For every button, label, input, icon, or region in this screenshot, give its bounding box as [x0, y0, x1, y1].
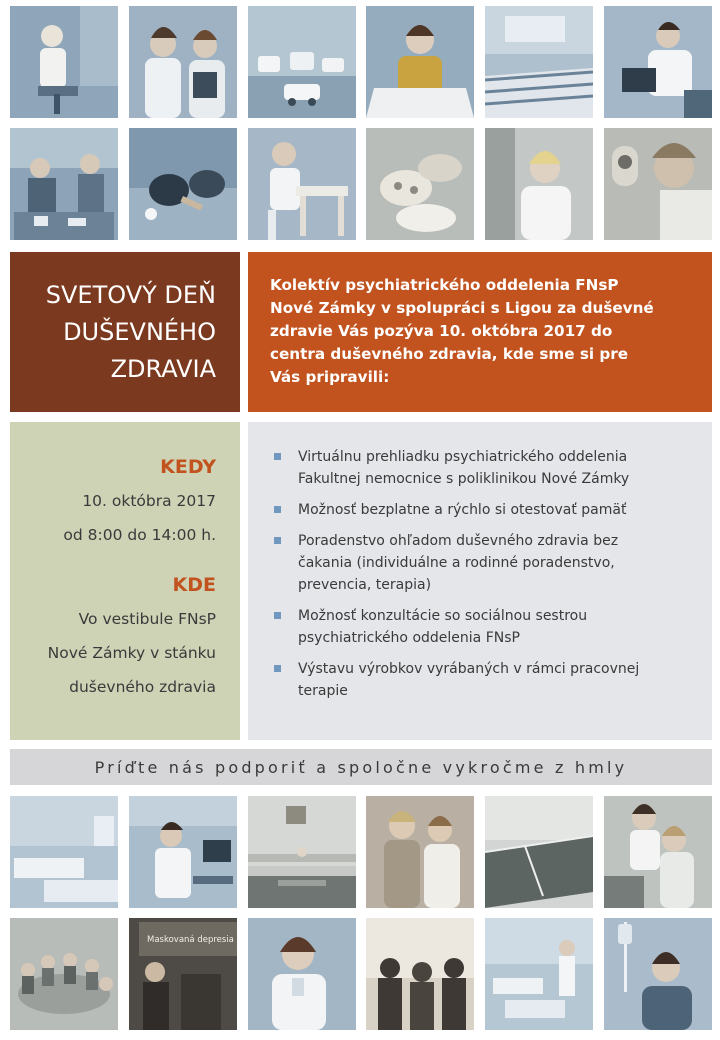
square-bullet-icon [274, 537, 281, 544]
photo-doctor-reading [604, 6, 712, 118]
where-line-1: Vo vestibule FNsP [78, 610, 216, 628]
where-line-2: Nové Zámky v stánku [47, 644, 216, 662]
photo-group-therapy [10, 918, 118, 1030]
program-item-line: Virtuálnu prehliadku psychiatrického oddelenia [298, 449, 628, 465]
photo-test-device [604, 128, 712, 240]
where-heading: KDE [172, 574, 216, 596]
event-date: 10. októbra 2017 [82, 492, 216, 510]
square-bullet-icon [274, 453, 281, 460]
invitation-text-box [248, 252, 712, 412]
event-time: od 8:00 do 14:00 h. [63, 526, 216, 544]
event-title-box [10, 252, 240, 412]
photo-doctor-chair [248, 128, 356, 240]
photo-toy-cars [248, 6, 356, 118]
square-bullet-icon [274, 665, 281, 672]
program-list-box [248, 422, 712, 740]
photo-row-top-2 [10, 128, 712, 240]
program-item-social-nurse [272, 605, 696, 649]
program-list [272, 446, 696, 702]
program-item-line: Výstavu výrobkov vyrábaných v rámci pracovnej [298, 661, 640, 677]
slide-sign-text: Maskovaná depresia [146, 935, 234, 945]
photo-nurses-patient [604, 796, 712, 908]
photo-doctor-seated [10, 6, 118, 118]
invitation-line-4: centra duševného zdravia, kde sme si pre [270, 345, 629, 363]
square-bullet-icon [274, 612, 281, 619]
invitation-line-1: Kolektív psychiatrického oddelenia FNsP [270, 276, 619, 294]
photo-ward-room [485, 918, 593, 1030]
photo-nurse-portrait [248, 918, 356, 1030]
photo-silhouettes [366, 918, 474, 1030]
photo-hospital-beds [10, 796, 118, 908]
slogan-banner: Príďte nás podporiť a spoločne vykročme z hmly [10, 749, 712, 785]
square-bullet-icon [274, 506, 281, 513]
program-item-memory-test [272, 499, 696, 521]
photo-nurse-smiling [485, 128, 593, 240]
event-title-line-2: DUŠEVNÉHO [63, 317, 216, 346]
program-item-line: prevencia, terapia) [298, 577, 432, 593]
program-item-line: terapie [298, 683, 348, 699]
when-where-box [10, 422, 240, 740]
photo-room-cloth [485, 6, 593, 118]
photo-ping-pong-table [485, 796, 593, 908]
when-heading: KEDY [160, 456, 216, 478]
program-item-line: Možnosť konzultácie so sociálnou sestrou [298, 608, 588, 624]
invitation-line-3: zdravie Vás pozýva 10. októbra 2017 do [270, 322, 613, 340]
program-item-virtual-tour [272, 446, 696, 490]
photo-patient-iv [604, 918, 712, 1030]
event-title-line-3: ZDRAVIA [110, 354, 216, 383]
photo-exercise-hall [248, 796, 356, 908]
event-title-line-1: SVETOVÝ DEŇ [45, 280, 216, 309]
photo-two-nurses [129, 6, 237, 118]
invitation-line-2: Nové Zámky v spolupráci s Ligou za duševné [270, 299, 654, 317]
photo-row-bottom-1 [10, 796, 712, 908]
photo-nurse-table [366, 6, 474, 118]
photo-lecture-slide [129, 918, 237, 1030]
program-item-line: Fakultnej nemocnice s poliklinikou Nové Zámky [298, 471, 630, 487]
photo-row-bottom-2 [10, 918, 712, 1030]
program-item-counselling [272, 530, 696, 596]
program-item-line: Poradenstvo ohľadom duševného zdravia bez [298, 533, 619, 549]
photo-table-tennis-paddles [129, 128, 237, 240]
photo-workshop [10, 128, 118, 240]
program-item-exhibition [272, 658, 696, 702]
event-title [46, 277, 216, 388]
program-item-line: psychiatrického oddelenia FNsP [298, 630, 520, 646]
invitation-line-5: Vás pripravili: [270, 368, 390, 386]
photo-knitting-crafts [366, 128, 474, 240]
photo-doctor-computer [129, 796, 237, 908]
where-line-3: duševného zdravia [69, 678, 216, 696]
photo-women-group [366, 796, 474, 908]
photo-row-top-1 [10, 6, 712, 118]
program-item-line: Možnosť bezplatne a rýchlo si otestovať pamäť [298, 502, 627, 518]
program-item-line: čakania (individuálne a rodinné poradenstvo, [298, 555, 615, 571]
